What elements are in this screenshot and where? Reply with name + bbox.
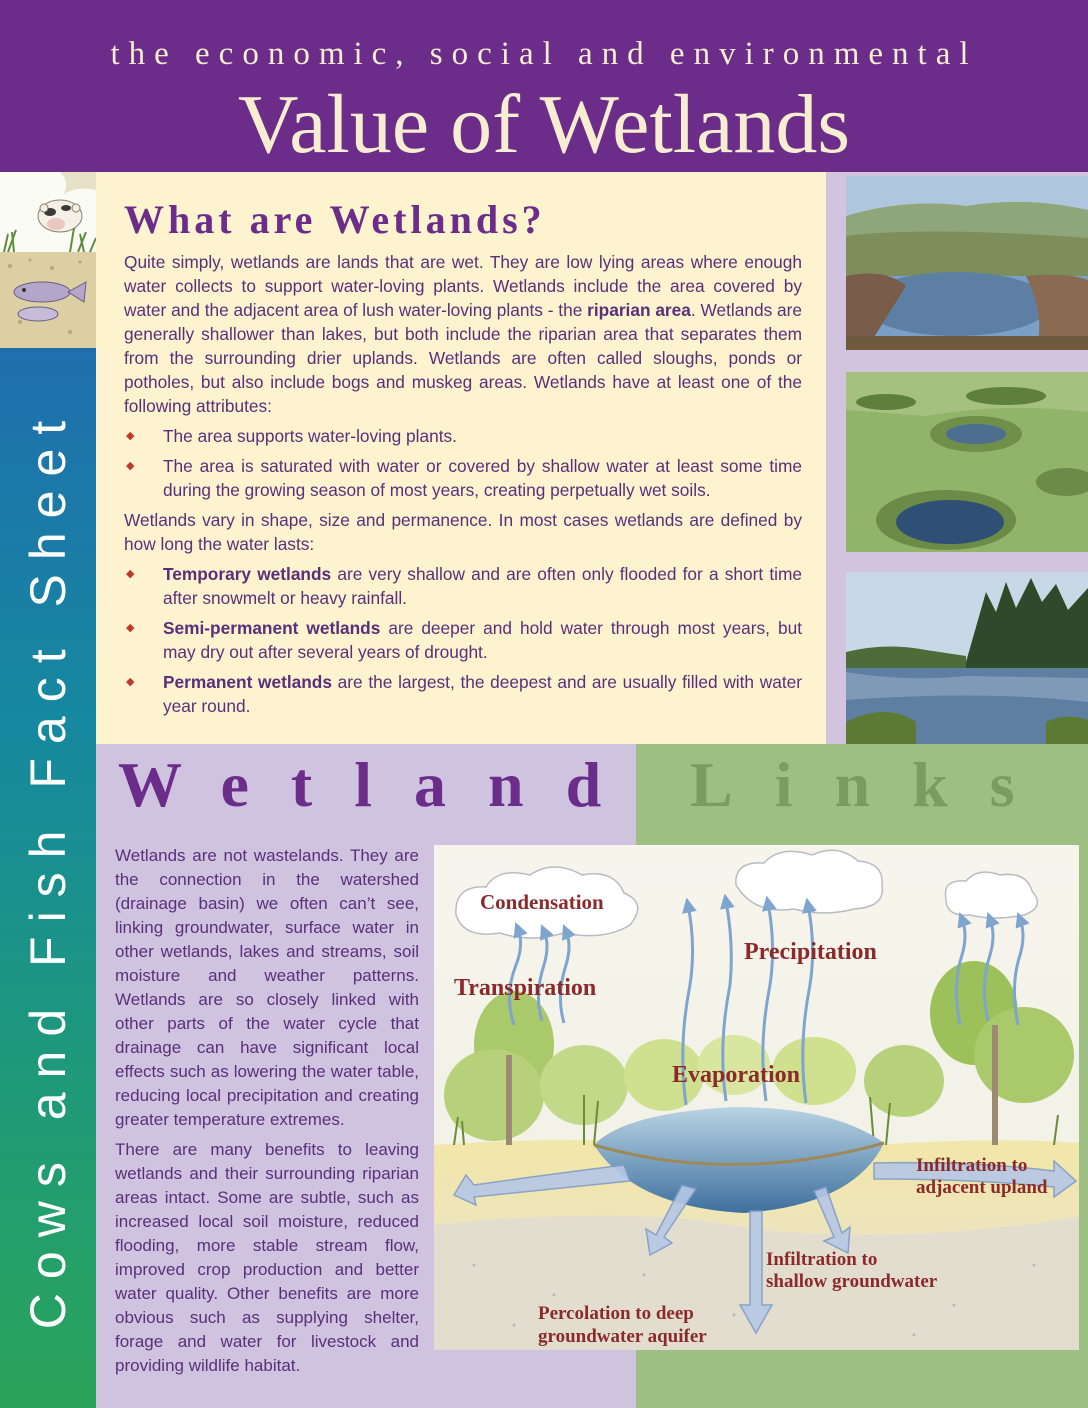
label-infiltration-shallow-1: Infiltration to <box>766 1249 878 1270</box>
what-body-text <box>124 250 802 724</box>
links-body-text <box>115 844 419 1384</box>
section-heading-links: Links <box>690 749 1057 820</box>
label-infiltration-upland-1: Infiltration to <box>916 1155 1028 1176</box>
wetland-photo-3 <box>846 572 1088 744</box>
sidebar-label: Cows and Fish Fact Sheet <box>20 406 76 1330</box>
label-transpiration: Transpiration <box>454 975 597 1001</box>
links-paragraph-1: Wetlands are not wastelands. They are the connection in the watershed (drainage basin) we often can’t see, linking groundwater, surface water in other wetlands, lakes and streams, soil moisture and weather patterns. Wetlands are so closely linked with other parts of the water cycle that drainage can have significant local effects such as lowering the water table, reducing local precipitation and creating greater temperature extremes. <box>115 846 419 1129</box>
wetland-type-list <box>124 562 802 718</box>
header-kicker: the economic, social and environmental <box>110 36 978 72</box>
riparian-area-term: riparian area <box>587 300 691 320</box>
label-infiltration-shallow-2: shallow groundwater <box>766 1271 938 1292</box>
list-item: ◆ The area is saturated with water or covered by shallow water at least some time during the growing season of most years, creating perpetually wet soils. <box>126 456 802 500</box>
list-item: ◆ The area supports water-loving plants. <box>126 426 457 446</box>
label-percolation-1: Percolation to deep <box>538 1303 694 1324</box>
list-item: ◆ Temporary wetlands are very shallow and are often only flooded for a short time after snowmelt or heavy rainfall. <box>126 564 803 608</box>
label-condensation: Condensation <box>480 890 604 914</box>
vary-paragraph: Wetlands vary in shape, size and permanence. In most cases wetlands are defined by how long the water lasts: <box>124 510 802 554</box>
section-heading-wetland: Wetland <box>118 749 644 820</box>
links-paragraph-2: There are many benefits to leaving wetlands and their surrounding riparian areas intact. Some are subtle, such as increased local soil moisture, reduced flooding, more stable stream flow, improved crop production and better water quality. Other benefits are more obvious such as supplying shelter, forage and water for livestock and providing wildlife habitat. <box>115 1140 419 1375</box>
wetland-photo-1 <box>846 176 1088 350</box>
label-percolation-2: groundwater aquifer <box>538 1326 707 1347</box>
attribute-list <box>124 424 802 502</box>
diamond-bullet-icon: ◆ <box>126 430 135 442</box>
cow-fish-illustration <box>0 172 96 348</box>
wetland-photo-2 <box>846 372 1088 552</box>
cow-icon <box>38 200 82 232</box>
page-title: Value of Wetlands <box>237 78 851 171</box>
list-item: ◆ Permanent wetlands are the largest, the deepest and are usually filled with water year round. <box>126 672 803 716</box>
label-evaporation: Evaporation <box>672 1062 801 1088</box>
diamond-bullet-icon: ◆ <box>126 460 135 472</box>
label-precipitation: Precipitation <box>744 939 877 965</box>
water-cycle-diagram <box>434 845 1079 1350</box>
diamond-bullet-icon: ◆ <box>126 622 135 634</box>
section-heading-what: What are Wetlands? <box>124 197 546 242</box>
intro-paragraph: Quite simply, wetlands are lands that are wet. They are low lying areas where enough water collects to support water-loving plants. Wetlands include the area covered by water and the adjacent area of lush water-loving plants - the riparian area. Wetlands are generally shallower than lakes, but both include the riparian area that separates them from the surrounding drier uplands. Wetlands are often called sloughs, ponds or potholes, but also include bogs and muskeg areas. Wetlands have at least one of the following attributes: <box>124 252 803 416</box>
label-infiltration-upland-2: adjacent upland <box>916 1177 1048 1198</box>
diamond-bullet-icon: ◆ <box>126 676 135 688</box>
diamond-bullet-icon: ◆ <box>126 568 135 580</box>
list-item: ◆ Semi-permanent wetlands are deeper and hold water through most years, but may dry out after several years of drought. <box>126 618 803 662</box>
